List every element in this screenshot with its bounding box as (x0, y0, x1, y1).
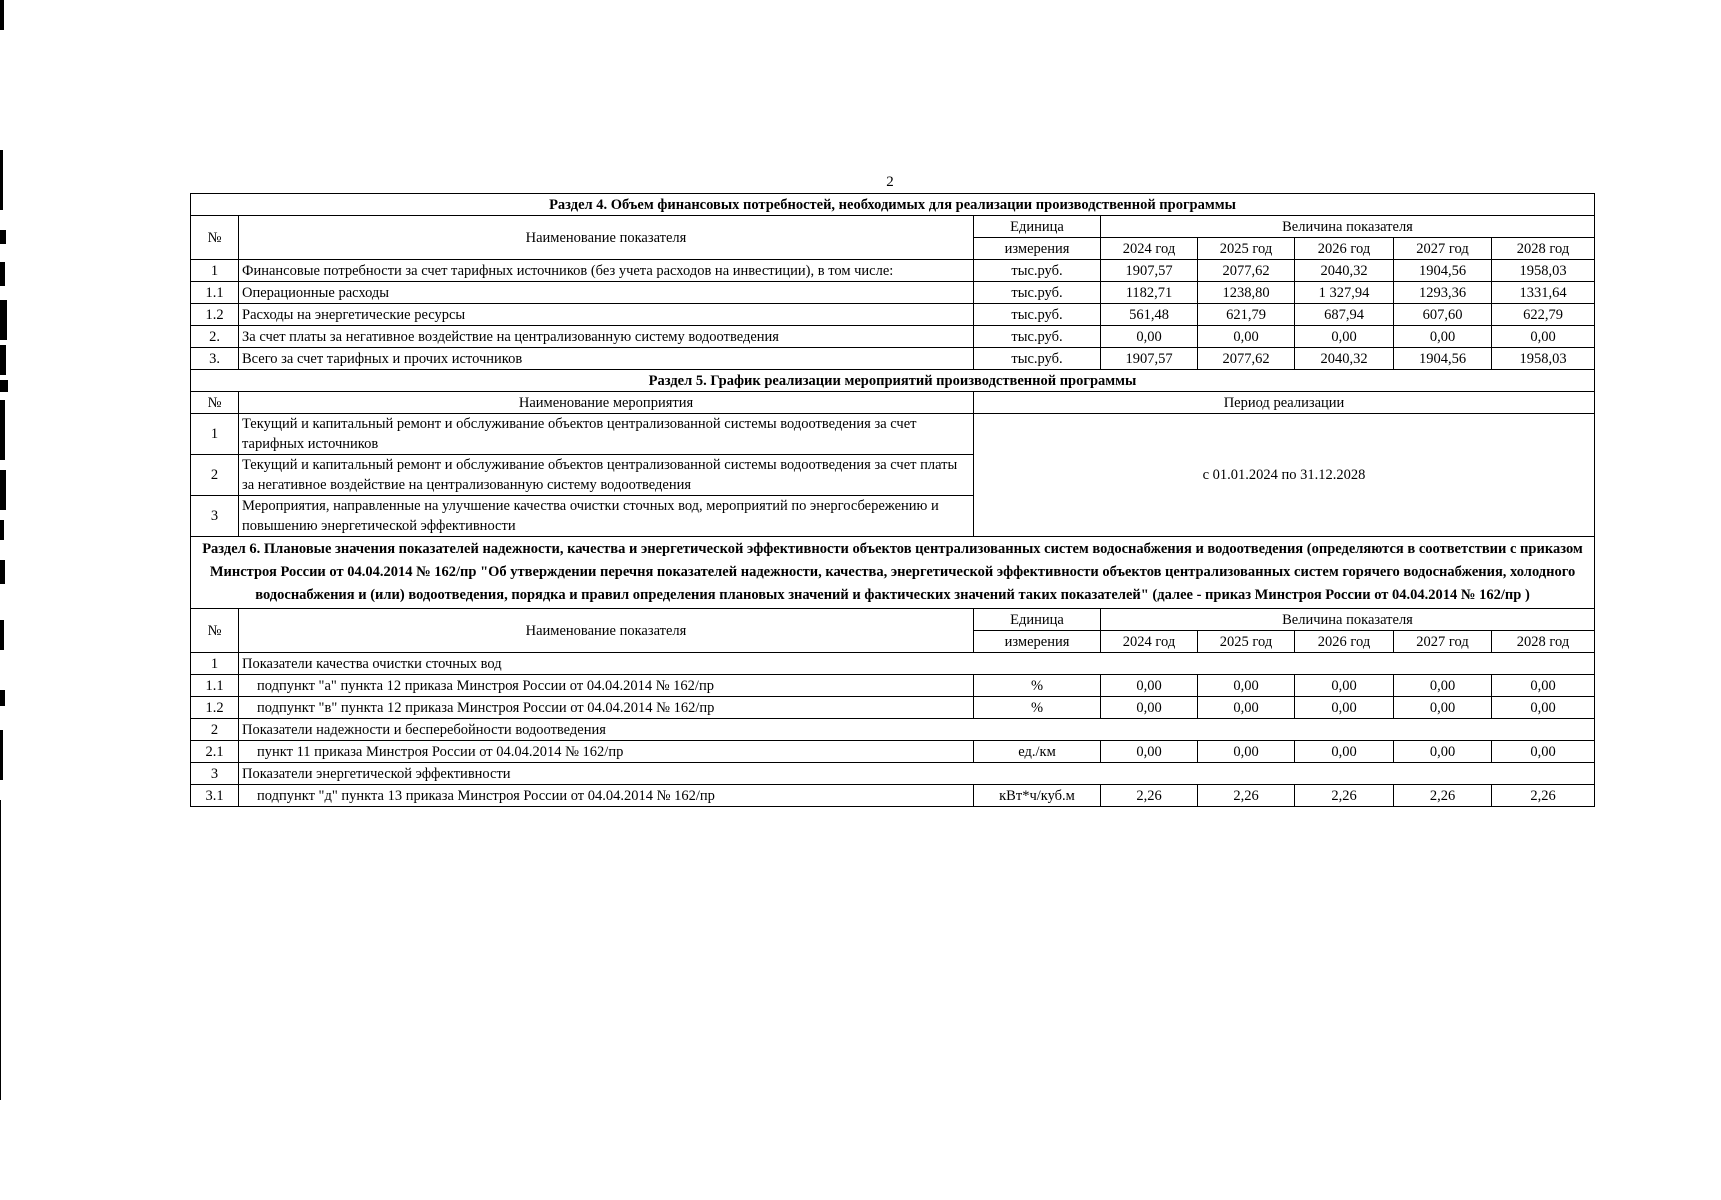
row-value: 0,00 (1198, 741, 1295, 763)
row-unit: % (974, 675, 1101, 697)
row-value: 0,00 (1492, 675, 1595, 697)
row-name: Операционные расходы (239, 282, 974, 304)
row-value: 0,00 (1295, 697, 1394, 719)
row-value: 2,26 (1394, 785, 1492, 807)
section5-title: Раздел 5. График реализации мероприятий производственной программы (191, 370, 1595, 392)
header-unit-line1: Единица (974, 609, 1101, 631)
row-num: 1.2 (191, 304, 239, 326)
row-num: 2 (191, 719, 239, 741)
row-value: 0,00 (1492, 741, 1595, 763)
header-num: № (191, 392, 239, 414)
section6-title-row (191, 537, 1595, 609)
group-name: Показатели качества очистки сточных вод (239, 653, 1595, 675)
row-value: 0,00 (1198, 326, 1295, 348)
row-name: Всего за счет тарифных и прочих источников (239, 348, 974, 370)
row-value: 561,48 (1101, 304, 1198, 326)
row-value: 0,00 (1101, 326, 1198, 348)
row-name: подпункт "в" пункта 12 приказа Минстроя России от 04.04.2014 № 162/пр (239, 697, 974, 719)
row-num: 1.1 (191, 282, 239, 304)
header-unit-line2: измерения (974, 631, 1101, 653)
row-num: 2. (191, 326, 239, 348)
header-year: 2027 год (1394, 631, 1492, 653)
header-year: 2028 год (1492, 238, 1595, 260)
row-value: 0,00 (1492, 697, 1595, 719)
table-row (191, 282, 1595, 304)
table-row (191, 326, 1595, 348)
row-unit: тыс.руб. (974, 348, 1101, 370)
table-row (191, 260, 1595, 282)
header-year: 2024 год (1101, 238, 1198, 260)
row-value: 1904,56 (1394, 348, 1492, 370)
row-name: Финансовые потребности за счет тарифных источников (без учета расходов на инвестиции), в том числе: (239, 260, 974, 282)
row-name: Текущий и капитальный ремонт и обслуживание объектов централизованной системы водоотведения за счет тарифных источников (239, 414, 974, 455)
row-unit: тыс.руб. (974, 260, 1101, 282)
row-num: 2 (191, 455, 239, 496)
row-num: 1 (191, 414, 239, 455)
table-row (191, 785, 1595, 807)
row-unit: % (974, 697, 1101, 719)
row-value: 1331,64 (1492, 282, 1595, 304)
row-value: 0,00 (1101, 675, 1198, 697)
header-value: Величина показателя (1101, 216, 1595, 238)
header-year: 2026 год (1295, 631, 1394, 653)
period-value: с 01.01.2024 по 31.12.2028 (974, 414, 1595, 537)
row-value: 2077,62 (1198, 260, 1295, 282)
group-row (191, 763, 1595, 785)
row-value: 0,00 (1295, 741, 1394, 763)
row-value: 2,26 (1101, 785, 1198, 807)
row-value: 687,94 (1295, 304, 1394, 326)
row-name: пункт 11 приказа Минстроя России от 04.04.2014 № 162/пр (239, 741, 974, 763)
document-table (190, 193, 1595, 807)
group-row (191, 719, 1595, 741)
header-event-name: Наименование мероприятия (239, 392, 974, 414)
row-name: подпункт "д" пункта 13 приказа Минстроя России от 04.04.2014 № 162/пр (239, 785, 974, 807)
row-name: Расходы на энергетические ресурсы (239, 304, 974, 326)
table-row (191, 348, 1595, 370)
header-year: 2025 год (1198, 238, 1295, 260)
header-year: 2028 год (1492, 631, 1595, 653)
table-row (191, 741, 1595, 763)
header-unit-line1: Единица (974, 216, 1101, 238)
row-value: 0,00 (1101, 697, 1198, 719)
row-value: 2077,62 (1198, 348, 1295, 370)
row-value: 0,00 (1492, 326, 1595, 348)
row-value: 2040,32 (1295, 260, 1394, 282)
section4-title: Раздел 4. Объем финансовых потребностей, необходимых для реализации производственной программы (191, 194, 1595, 216)
table-row (191, 414, 1595, 455)
row-value: 0,00 (1394, 326, 1492, 348)
table-row (191, 304, 1595, 326)
section5-header-row (191, 392, 1595, 414)
row-unit: ед./км (974, 741, 1101, 763)
section4-title-row (191, 194, 1595, 216)
row-num: 1 (191, 653, 239, 675)
header-value: Величина показателя (1101, 609, 1595, 631)
row-value: 0,00 (1198, 697, 1295, 719)
row-num: 1 (191, 260, 239, 282)
row-name: За счет платы за негативное воздействие на централизованную систему водоотведения (239, 326, 974, 348)
row-value: 2,26 (1198, 785, 1295, 807)
row-unit: кВт*ч/куб.м (974, 785, 1101, 807)
section6-header-row1 (191, 609, 1595, 631)
row-value: 1907,57 (1101, 260, 1198, 282)
row-unit: тыс.руб. (974, 282, 1101, 304)
header-num: № (191, 609, 239, 653)
row-value: 1293,36 (1394, 282, 1492, 304)
row-value: 0,00 (1295, 326, 1394, 348)
row-name: Мероприятия, направленные на улучшение качества очистки сточных вод, мероприятий по энергосбережению и повышению энергетической эффективности (239, 496, 974, 537)
header-name: Наименование показателя (239, 216, 974, 260)
header-period: Период реализации (974, 392, 1595, 414)
section5-title-row (191, 370, 1595, 392)
row-value: 1238,80 (1198, 282, 1295, 304)
row-value: 1958,03 (1492, 260, 1595, 282)
row-num: 3 (191, 496, 239, 537)
row-value: 1 327,94 (1295, 282, 1394, 304)
row-value: 1182,71 (1101, 282, 1198, 304)
row-value: 0,00 (1295, 675, 1394, 697)
row-value: 2040,32 (1295, 348, 1394, 370)
group-name: Показатели энергетической эффективности (239, 763, 1595, 785)
group-row (191, 653, 1595, 675)
row-value: 0,00 (1394, 697, 1492, 719)
row-num: 2.1 (191, 741, 239, 763)
table-row (191, 697, 1595, 719)
header-year: 2026 год (1295, 238, 1394, 260)
row-value: 1904,56 (1394, 260, 1492, 282)
row-name: подпункт "а" пункта 12 приказа Минстроя России от 04.04.2014 № 162/пр (239, 675, 974, 697)
row-value: 0,00 (1394, 741, 1492, 763)
row-value: 622,79 (1492, 304, 1595, 326)
section6-title: Раздел 6. Плановые значения показателей надежности, качества и энергетической эффективности объектов централизованных систем водоснабжения и водоотведения (определяются в соответствии с приказом Минстроя России от 04.04.2014 № 162/пр "Об утверждении перечня показателей надежности, качества, энергетической эффективности объектов централизованных систем горячего водоснабжения, холодного водоснабжения и (или) водоотведения, порядка и правил определения плановых значений и фактических значений таких показателей" (далее - приказ Минстроя России от 04.04.2014 № 162/пр ) (191, 537, 1595, 609)
header-year: 2027 год (1394, 238, 1492, 260)
row-value: 2,26 (1295, 785, 1394, 807)
row-value: 621,79 (1198, 304, 1295, 326)
header-year: 2024 год (1101, 631, 1198, 653)
header-num: № (191, 216, 239, 260)
page-number: 2 (886, 174, 894, 190)
row-value: 2,26 (1492, 785, 1595, 807)
row-value: 1907,57 (1101, 348, 1198, 370)
header-name: Наименование показателя (239, 609, 974, 653)
row-num: 1.1 (191, 675, 239, 697)
row-unit: тыс.руб. (974, 326, 1101, 348)
row-value: 1958,03 (1492, 348, 1595, 370)
row-name: Текущий и капитальный ремонт и обслуживание объектов централизованной системы водоотведения за счет платы за негативное воздействие на централизованную систему водоотведения (239, 455, 974, 496)
row-value: 0,00 (1198, 675, 1295, 697)
section4-header-row1 (191, 216, 1595, 238)
row-unit: тыс.руб. (974, 304, 1101, 326)
row-value: 0,00 (1394, 675, 1492, 697)
row-num: 3. (191, 348, 239, 370)
header-year: 2025 год (1198, 631, 1295, 653)
table-row (191, 675, 1595, 697)
scan-edge-artifact (0, 0, 10, 1110)
row-value: 607,60 (1394, 304, 1492, 326)
row-num: 3 (191, 763, 239, 785)
header-unit-line2: измерения (974, 238, 1101, 260)
group-name: Показатели надежности и бесперебойности водоотведения (239, 719, 1595, 741)
row-value: 0,00 (1101, 741, 1198, 763)
row-num: 3.1 (191, 785, 239, 807)
row-num: 1.2 (191, 697, 239, 719)
